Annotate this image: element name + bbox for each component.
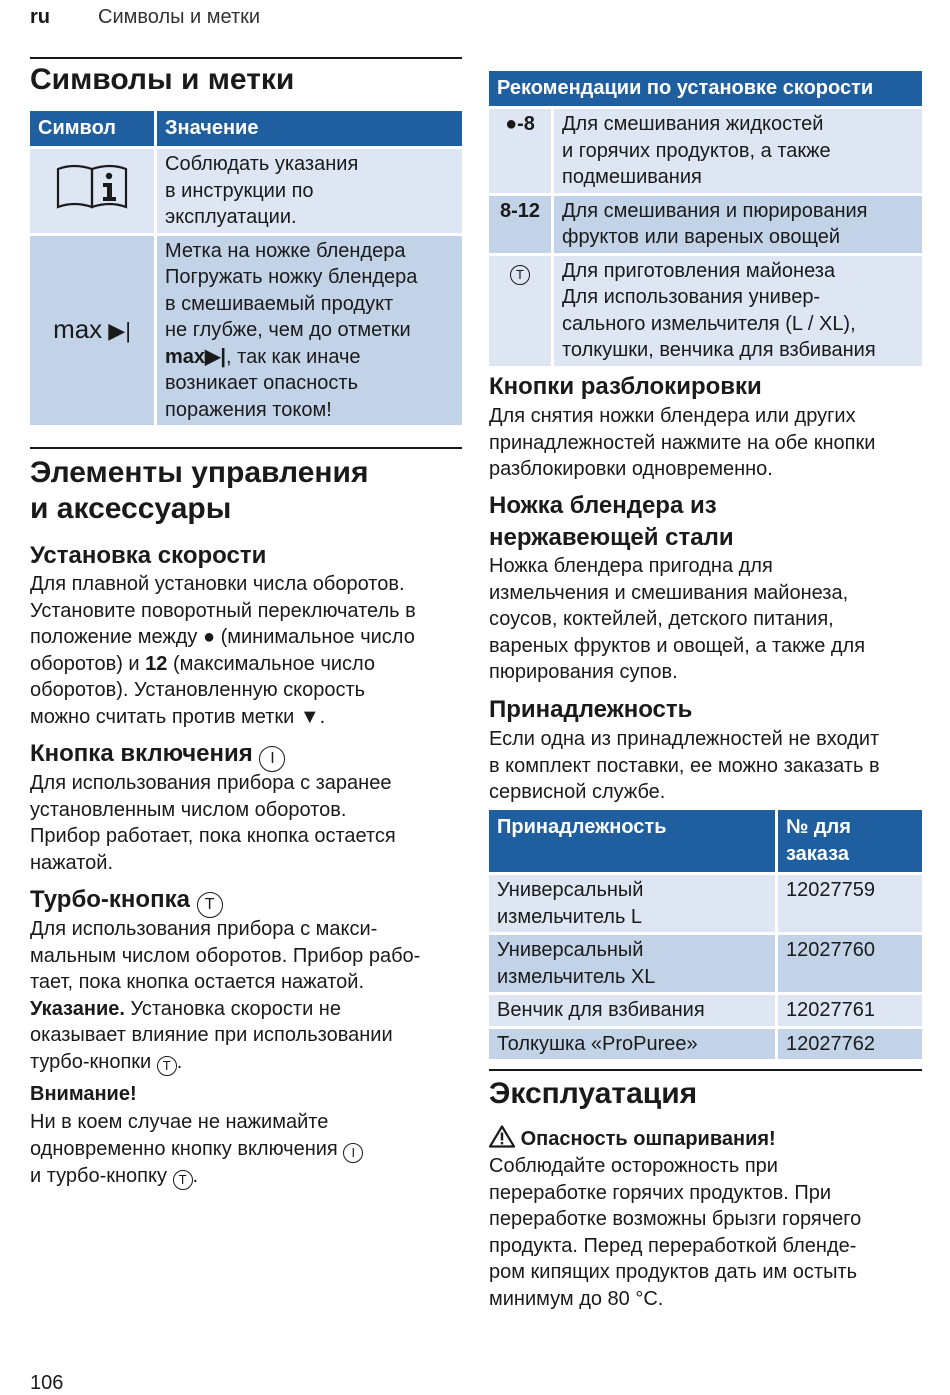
turbo-icon: T [510,265,530,285]
accessory-table [489,810,922,1059]
speed-table-header: Рекомендации по установке скорости [489,71,922,106]
order-number: 12027762 [775,1026,922,1060]
table-row [30,146,462,233]
turbo-icon: T [197,892,223,918]
order-number: 12027759 [775,872,922,932]
table-row [489,872,922,932]
table-row [489,1026,922,1060]
accessory-name: Венчик для взбивания [489,992,775,1026]
attention-text: Ни в коем случае не нажимайте одновременно кнопку включения I и турбо-кнопку T . [30,1109,470,1190]
max-mark-symbol: max ▶| [30,233,154,426]
speed-description: Для смешивания и пюрирования фруктов или вареных овощей [551,193,922,253]
accessory-name: Универсальный измельчитель L [489,872,775,932]
language-code: ru [30,6,50,28]
power-icon: I [343,1143,363,1163]
order-number: 12027760 [775,932,922,992]
symbol-col-header: Символ [30,111,154,146]
table-row [489,932,922,992]
table-row [489,193,922,253]
accessory-name: Универсальный измельчитель XL [489,932,775,992]
turbo-icon: T [173,1170,193,1190]
manual-icon [30,146,154,233]
operation-heading: Эксплуатация [489,1077,698,1110]
power-text: Для использования прибора с заранее установленным числом оборотов. Прибор работает, пока кнопка остается нажатой. [30,772,396,874]
section-rule [30,447,462,449]
page-number: 106 [30,1372,64,1394]
attention-heading: Внимание! [30,1083,137,1105]
release-text: Для снятия ножки блендера или других принадлежностей нажмите на обе кнопки разблокировки одновременно. [489,405,876,480]
controls-heading: Элементы управления и аксессуары [30,456,369,525]
table-row [489,106,922,193]
power-heading: Кнопка включения I [30,738,285,772]
order-number: 12027761 [775,992,922,1026]
manual-meaning: Соблюдать указания в инструкции по эксплуатации. [154,146,462,233]
speed-key: ●-8 [489,106,551,193]
symbols-heading: Символы и метки [30,63,295,96]
speed-key: 8-12 [489,193,551,253]
speed-description: Для приготовления майонеза Для использования универ- сального измельчителя (L / XL), толкушки, венчика для взбивания [551,253,922,366]
turbo-icon: T [157,1056,177,1076]
max-mark-meaning: Метка на ножке блендера Погружать ножку блендера в смешиваемый продукт не глубже, чем до отметки max▶|, так как иначе возникает опасность поражения током! [154,233,462,426]
section-rule [489,1069,922,1071]
speed-heading: Установка скорости [30,542,267,569]
header-title: Символы и метки [98,6,261,28]
speed-key [489,253,551,366]
speed-recommendation-table [489,71,922,366]
turbo-heading: Турбо-кнопка T [30,884,223,918]
operation-text: Соблюдайте осторожность при переработке горячих продуктов. При переработке возможны брызги горячего продукта. Перед переработкой бленде- ром кипящих продуктов дать им остыть минимум до 80 °C. [489,1155,862,1310]
table-row [30,233,462,426]
speed-description: Для смешивания жидкостей и горячих продуктов, а также подмешивания [551,106,922,193]
stainless-heading: Ножка блендера из нержавеющей стали [489,492,734,551]
stainless-text: Ножка блендера пригодна для измельчения и смешивания майонеза, соусов, коктейлей, детского питания, вареных фруктов и овощей, а также для пюрирования супов. [489,555,866,683]
power-icon: I [259,746,285,772]
section-rule [30,57,462,59]
turbo-text: Для использования прибора с макси- мальным числом оборотов. Прибор рабо- тает, пока кнопка остается нажатой. Указание. Установка скорости не оказывает влияние при использовании турбо-кнопки T . [30,916,470,1076]
warning-icon [489,1125,515,1154]
symbols-table [30,111,462,425]
table-row [489,992,922,1026]
order-number-col-header: № для заказа [775,810,922,872]
release-heading: Кнопки разблокировки [489,373,762,400]
accessory-text: Если одна из принадлежностей не входит в комплект поставки, ее можно заказать в сервисной службе. [489,728,880,803]
scald-warning: Опасность ошпаривания! [489,1125,776,1154]
meaning-col-header: Значение [154,111,462,146]
accessory-name: Толкушка «ProPuree» [489,1026,775,1060]
table-row [489,253,922,366]
speed-text: Для плавной установки числа оборотов. Установите поворотный переключатель в положение между ● (минимальное число оборотов) и 12 (максимальное число оборотов). Установленную скорость можно считать против метки ▼. [30,573,416,728]
accessory-heading: Принадлежность [489,696,693,723]
accessory-col-header: Принадлежность [489,810,775,872]
